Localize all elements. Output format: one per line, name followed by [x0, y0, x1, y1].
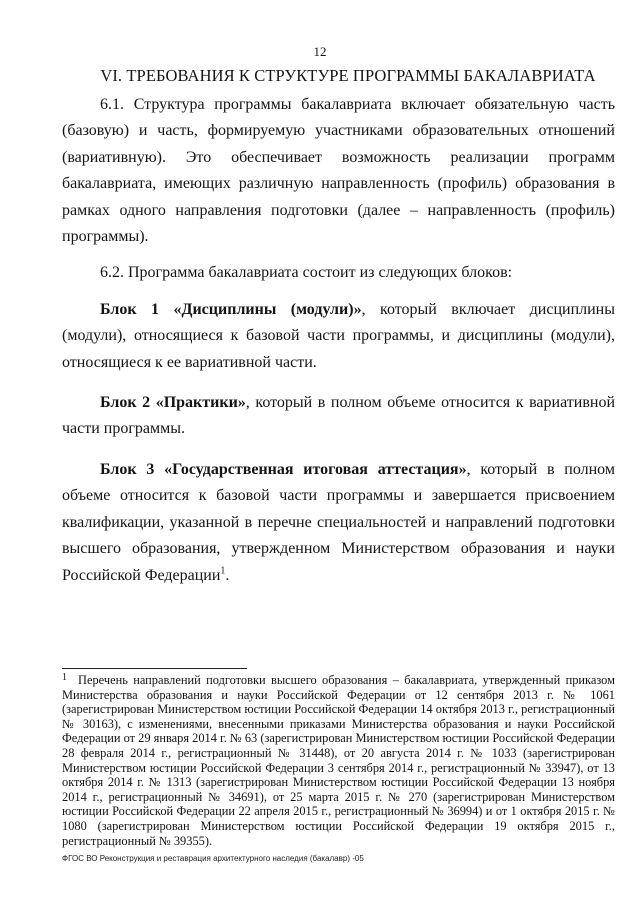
- page-number: 12: [313, 44, 327, 59]
- paragraph-block-2: [62, 390, 615, 443]
- section-heading: VI. ТРЕБОВАНИЯ К СТРУКТУРЕ ПРОГРАММЫ БАКАЛАВРИАТА: [100, 66, 596, 85]
- footnote-separator: [62, 668, 247, 669]
- paragraph-6-1: 6.1. Структура программы бакалавриата включает обязательную часть (базовую) и часть, формируемую участниками образовательных отношений (вариативную). Это обеспечивает возможность реализации программ бакалавриата, имеющих различную направленность (профиль) образования в рамках одного направления подготовки (далее – направленность (профиль) программы).: [62, 96, 615, 246]
- block-1-text: , который включает дисциплины (модули), относящиеся к базовой части программы, и дисциплины (модули), относящиеся к ее вариативной части.: [62, 300, 615, 371]
- block-3-end: .: [225, 566, 230, 584]
- document-footer-label: ФГОС ВО Реконструкция и реставрация архитектурного наследия (бакалавр) -05: [62, 854, 364, 863]
- block-2-title: Блок 2 «Практики»: [100, 394, 246, 412]
- block-3-text: , который в полном объеме относится к базовой части программы и завершается присвоением квалификации, указанной в перечне специальностей и направлений подготовки высшего образования, утвержденном Министерством образования и науки Российской Федерации: [62, 460, 615, 584]
- paragraph-6-2: 6.2. Программа бакалавриата состоит из следующих блоков:: [100, 264, 513, 282]
- paragraph-block-1: [62, 297, 615, 376]
- footnote: [62, 673, 615, 848]
- paragraph-block-3: [62, 457, 615, 589]
- footnote-reference: 1: [220, 565, 226, 577]
- section-body: [62, 92, 615, 589]
- block-1-title: Блок 1 «Дисциплины (модули)»: [100, 300, 362, 318]
- block-2-text: , который в полном объеме относится к вариативной части программы.: [62, 394, 616, 438]
- footnote-text: Перечень направлений подготовки высшего образования – бакалавриата, утвержденный приказом Министерства образования и науки Российской Федерации от 12 сентября 2013 г. № 1061 (зарегистрирован Министерством юстиции Российской Федерации 14 октября 2013 г., регистрационный № 30163), с изменениями, внесенными приказами Министерства образования и науки Российской Федерации от 29 января 2014 г. № 63 (зарегистрирован Министерством юстиции Российской Федерации 28 февраля 2014 г., регистрационный № 31448), от 20 августа 2014 г. № 1033 (зарегистрирован Министерством юстиции Российской Федерации 3 сентября 2014 г., регистрационный № 33947), от 13 октября 2014 г. № 1313 (зарегистрирован Министерством юстиции Российской Федерации 13 ноября 2014 г., регистрационный № 34691), от 25 марта 2015 г. № 270 (зарегистрирован Министерством юстиции Российской Федерации 22 апреля 2015 г., регистрационный № 36994) и от 1 октября 2015 г. № 1080 (зарегистрирован Министерством юстиции Российской Федерации 19 октября 2015 г., регистрационный № 39355).: [62, 673, 616, 848]
- block-3-title: Блок 3 «Государственная итоговая аттестация»: [100, 460, 467, 478]
- footnote-marker: 1: [62, 672, 67, 683]
